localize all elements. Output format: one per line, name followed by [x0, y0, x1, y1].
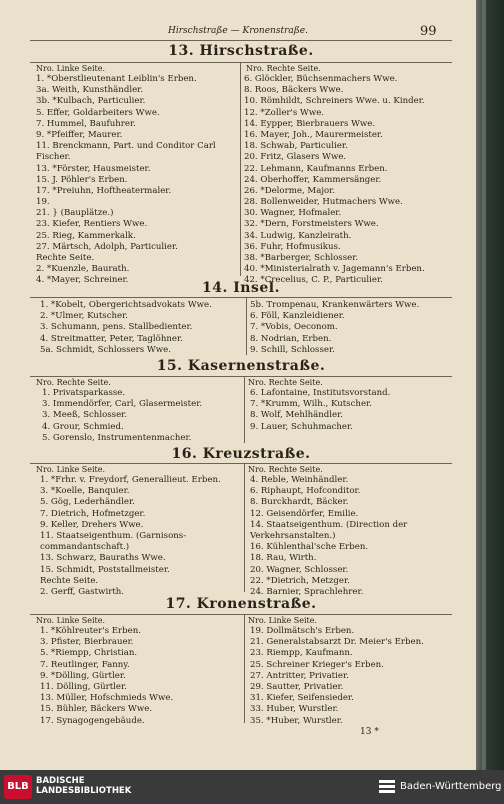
- column-divider: [244, 377, 245, 443]
- listing-entry: 27. Antritter, Privatier.: [250, 670, 349, 681]
- listing-entry: 10. Römhildt, Schreiners Wwe. u. Kinder.: [244, 96, 425, 107]
- column-header: Nro. Linke Seite.: [248, 616, 317, 625]
- bw-label[interactable]: Baden-Württemberg: [400, 781, 502, 792]
- listing-entry: 7. *Vobis, Oeconom.: [250, 322, 338, 333]
- listing-entry: 9. Lauer, Schuhmacher.: [250, 421, 353, 432]
- listing-entry: 21. } (Bauplätze.): [36, 208, 114, 219]
- listing-entry: 19. Dollmätsch's Erben.: [250, 626, 355, 636]
- listing-entry: 8. Burckhardt, Bäcker.: [250, 497, 349, 508]
- listing-column: [42, 388, 202, 444]
- listing-column: [244, 74, 425, 287]
- listing-entry: 1. *Oberstlieutenant Leiblin's Erben.: [36, 74, 197, 84]
- listing-entry: 2. *Kuenzle, Baurath.: [36, 264, 130, 275]
- listing-entry: 11. Dölling, Gürtler.: [40, 681, 127, 692]
- bw-lion-icon: [378, 778, 396, 796]
- listing-column: [36, 74, 216, 287]
- book-spine: [476, 0, 504, 770]
- signature-mark: 13 *: [360, 727, 379, 737]
- listing-entry: 6. Glöckler, Büchsenmachers Wwe.: [244, 74, 398, 84]
- listing-entry: 5. Gög, Lederhändler.: [40, 497, 135, 508]
- listing-entry: 42. *Crecelius, C. P., Particulier.: [244, 275, 383, 286]
- listing-entry: 1. *Frhr. v. Freydorf, Generallieut. Erben.: [40, 475, 221, 485]
- column-header: Nro. Rechte Seite.: [246, 64, 321, 73]
- listing-entry: 4. Reble, Weinhändler.: [250, 475, 349, 485]
- blb-line1: BADISCHE: [36, 776, 85, 786]
- listing-entry: 15. Bühler, Bäckers Wwe.: [40, 704, 153, 715]
- listing-column: [40, 626, 173, 727]
- listing-entry: 20. Fritz, Glasers Wwe.: [244, 152, 347, 163]
- listing-entry: 31. Kiefer, Seifensieder.: [250, 693, 354, 704]
- listing-entry: 13. Schwarz, Bauraths Wwe.: [40, 553, 166, 564]
- column-header: Nro. Rechte Seite.: [248, 465, 323, 474]
- listing-entry: 2. *Ulmer, Kutscher.: [40, 311, 129, 322]
- listing-entry: 16. Mayer, Joh., Maurermeister.: [244, 129, 383, 140]
- listing-entry: 32. *Dern, Forstmeisters Wwe.: [244, 219, 379, 230]
- listing-entry: 29. Sautter, Privatier.: [250, 681, 344, 692]
- listing-column: [250, 300, 419, 356]
- listing-entry: 7. Hummel, Baufuhrer.: [36, 118, 136, 129]
- listing-entry: 13. *Förster, Hausmeister.: [36, 163, 151, 174]
- listing-entry: 19.: [36, 197, 50, 208]
- listing-entry: 38. *Barberger, Schlosser.: [244, 253, 359, 263]
- listing-entry: 14. Eypper, Bierbrauers Wwe.: [244, 118, 376, 129]
- listing-entry: 5. *Riempp, Christian.: [40, 648, 138, 659]
- section-title: 17. Kronenstraße.: [165, 596, 317, 612]
- listing-entry: 15. J. Pöhler's Erben.: [36, 174, 128, 185]
- running-head: Hirschstraße — Kronenstraße.: [168, 26, 308, 36]
- listing-entry: 36. Fuhr, Hofmusikus.: [244, 241, 341, 252]
- listing-entry: 11. Brenckmann, Part. und Conditor Carl: [36, 141, 216, 152]
- listing-entry: 33. Huber, Wurstler.: [250, 704, 339, 715]
- listing-entry: 34. Ludwig, Kanzleirath.: [244, 230, 352, 241]
- listing-entry: 3. Immendörfer, Carl, Glasermeister.: [42, 399, 203, 410]
- listing-entry: 3. *Koelle, Banquier.: [40, 486, 130, 497]
- listing-entry: 24. Oberhoffer, Kammersänger.: [244, 174, 382, 185]
- listing-entry: 1. *Kobelt, Obergerichtsadvokats Wwe.: [40, 300, 212, 310]
- listing-column: [250, 475, 407, 598]
- listing-entry: 3. Pfister, Bierbrauer.: [40, 637, 134, 648]
- listing-entry: 6. Lafontaine, Institutsvorstand.: [250, 388, 391, 398]
- column-divider: [244, 464, 245, 592]
- listing-entry: 7. Reutlinger, Fanny.: [40, 659, 130, 670]
- listing-entry: 11. Staatseigenthum. (Garnisons-: [40, 530, 187, 541]
- blb-logo[interactable]: BLB: [4, 775, 32, 799]
- listing-entry: 18. Schwab, Particulier.: [244, 141, 348, 152]
- listing-entry: 18. Rau, Wirth.: [250, 553, 317, 564]
- listing-entry: 9. Schill, Schlosser.: [250, 344, 335, 355]
- listing-entry: 15. Schmidt, Poststallmeister.: [40, 564, 170, 575]
- listing-entry: 28. Bollenweider, Hutmachers Wwe.: [244, 197, 403, 208]
- listing-entry: 3a. Weith, Kunsthändler.: [36, 85, 144, 96]
- listing-entry: 9. *Pfeiffer, Maurer.: [36, 129, 123, 140]
- listing-entry: 4. Streitmatter, Peter, Taglöhner.: [40, 333, 183, 344]
- page-number: 99: [420, 24, 437, 39]
- listing-entry: Rechte Seite.: [36, 253, 95, 263]
- listing-entry: 12. Geisendörfer, Emilie.: [250, 508, 359, 519]
- listing-entry: 5. Effer, Goldarbeiters Wwe.: [36, 107, 160, 118]
- listing-entry: 20. Wagner, Schlosser.: [250, 564, 349, 575]
- listing-entry: 6. Föll, Kanzleidiener.: [250, 311, 345, 322]
- viewer-footer: [0, 770, 504, 804]
- divider: [30, 62, 452, 63]
- listing-entry: 26. *Delorme, Major.: [244, 185, 336, 196]
- section-title: 15. Kasernenstraße.: [156, 358, 326, 374]
- listing-entry: 16. Kühlenthal'sche Erben.: [250, 542, 369, 553]
- listing-column: [40, 475, 221, 598]
- listing-entry: 3b. *Kulbach, Particulier.: [36, 96, 146, 107]
- listing-entry: 30. Wagner, Hofmaler.: [244, 208, 342, 219]
- listing-entry: 21. Generalstabsarzt Dr. Meier's Erben.: [250, 637, 424, 648]
- listing-entry: 8. Nodrian, Erben.: [250, 333, 332, 344]
- listing-column: [250, 626, 424, 727]
- section-title: 14. Insel.: [202, 280, 280, 296]
- listing-entry: 5b. Trompenau, Krankenwärters Wwe.: [250, 300, 420, 310]
- divider: [30, 40, 452, 41]
- listing-entry: 8. Roos, Bäckers Wwe.: [244, 85, 344, 96]
- blb-name: [36, 776, 131, 796]
- listing-entry: 13. Müller, Hofschmieds Wwe.: [40, 693, 174, 704]
- section-title: 16. Kreuzstraße.: [171, 446, 311, 462]
- listing-entry: 4. Grour, Schmied.: [42, 421, 124, 432]
- listing-entry: 7. *Krumm, Wilh., Kutscher.: [250, 399, 372, 410]
- divider: [30, 463, 452, 464]
- listing-entry: Fischer.: [36, 152, 71, 163]
- listing-entry: 22. *Dietrich, Metzger.: [250, 575, 350, 586]
- listing-column: [40, 300, 212, 356]
- section-title: 13. Hirschstraße.: [168, 43, 314, 59]
- listing-entry: 27. Märtsch, Adolph, Particulier.: [36, 241, 178, 252]
- blb-line2: LANDESBIBLIOTHEK: [36, 786, 132, 796]
- listing-entry: 35. *Huber, Wurstler.: [250, 715, 343, 726]
- column-divider: [240, 63, 241, 276]
- listing-entry: 17. Synagogengebäude.: [40, 715, 145, 726]
- column-divider: [246, 298, 247, 355]
- listing-entry: Rechte Seite.: [40, 575, 99, 586]
- listing-entry: 12. *Zoller's Wwe.: [244, 107, 325, 118]
- listing-entry: 23. Riempp, Kaufmann.: [250, 648, 353, 659]
- listing-entry: 1. Privatsparkasse.: [42, 388, 126, 398]
- listing-entry: 2. Gerff, Gastwirth.: [40, 586, 125, 597]
- listing-entry: 25. Schreiner Krieger's Erben.: [250, 659, 384, 670]
- listing-entry: 23. Kiefer, Rentiers Wwe.: [36, 219, 148, 230]
- column-header: Nro. Rechte Seite.: [36, 378, 111, 387]
- listing-entry: 17. *Preiuhn, Hoftheatermaler.: [36, 185, 172, 196]
- divider: [30, 297, 452, 298]
- column-header: Nro. Linke Seite.: [36, 64, 105, 73]
- divider: [30, 614, 452, 615]
- listing-entry: 5a. Schmidt, Schlossers Wwe.: [40, 344, 171, 355]
- divider: [30, 376, 452, 377]
- listing-entry: 1. *Köhlreuter's Erben.: [40, 626, 141, 636]
- listing-entry: 5. Gorenslo, Instrumentenmacher.: [42, 432, 192, 443]
- listing-entry: 40. *Ministerialrath v. Jagemann's Erben.: [244, 264, 425, 275]
- listing-entry: 3. Meeß, Schlosser.: [42, 410, 128, 421]
- listing-entry: 9. *Dölling, Gürtler.: [40, 670, 126, 681]
- listing-entry: 6. Riphaupt, Hofconditor.: [250, 486, 361, 497]
- column-header: Nro. Linke Seite.: [36, 616, 105, 625]
- listing-entry: 4. *Mayer, Schreiner.: [36, 275, 129, 286]
- listing-entry: commandantschaft.): [40, 542, 130, 553]
- listing-entry: 9. Keller, Drehers Wwe.: [40, 519, 144, 530]
- listing-entry: 25. Rieg, Kammerkalk.: [36, 230, 136, 241]
- listing-entry: 22. Lehmann, Kaufmanns Erben.: [244, 163, 388, 174]
- column-divider: [244, 615, 245, 723]
- column-header: Nro. Linke Seite.: [36, 465, 105, 474]
- listing-entry: 14. Staatseigenthum. (Direction der: [250, 519, 408, 530]
- column-header: Nro. Rechte Seite.: [248, 378, 323, 387]
- listing-column: [250, 388, 390, 433]
- listing-entry: 24. Barnier, Sprachlehrer.: [250, 586, 364, 597]
- listing-entry: 7. Dietrich, Hofmetzger.: [40, 508, 146, 519]
- listing-entry: 3. Schumann, pens. Stallbedienter.: [40, 322, 193, 333]
- listing-entry: 8. Wolf, Mehlhändler.: [250, 410, 344, 421]
- listing-entry: Verkehrsanstalten.): [250, 530, 336, 541]
